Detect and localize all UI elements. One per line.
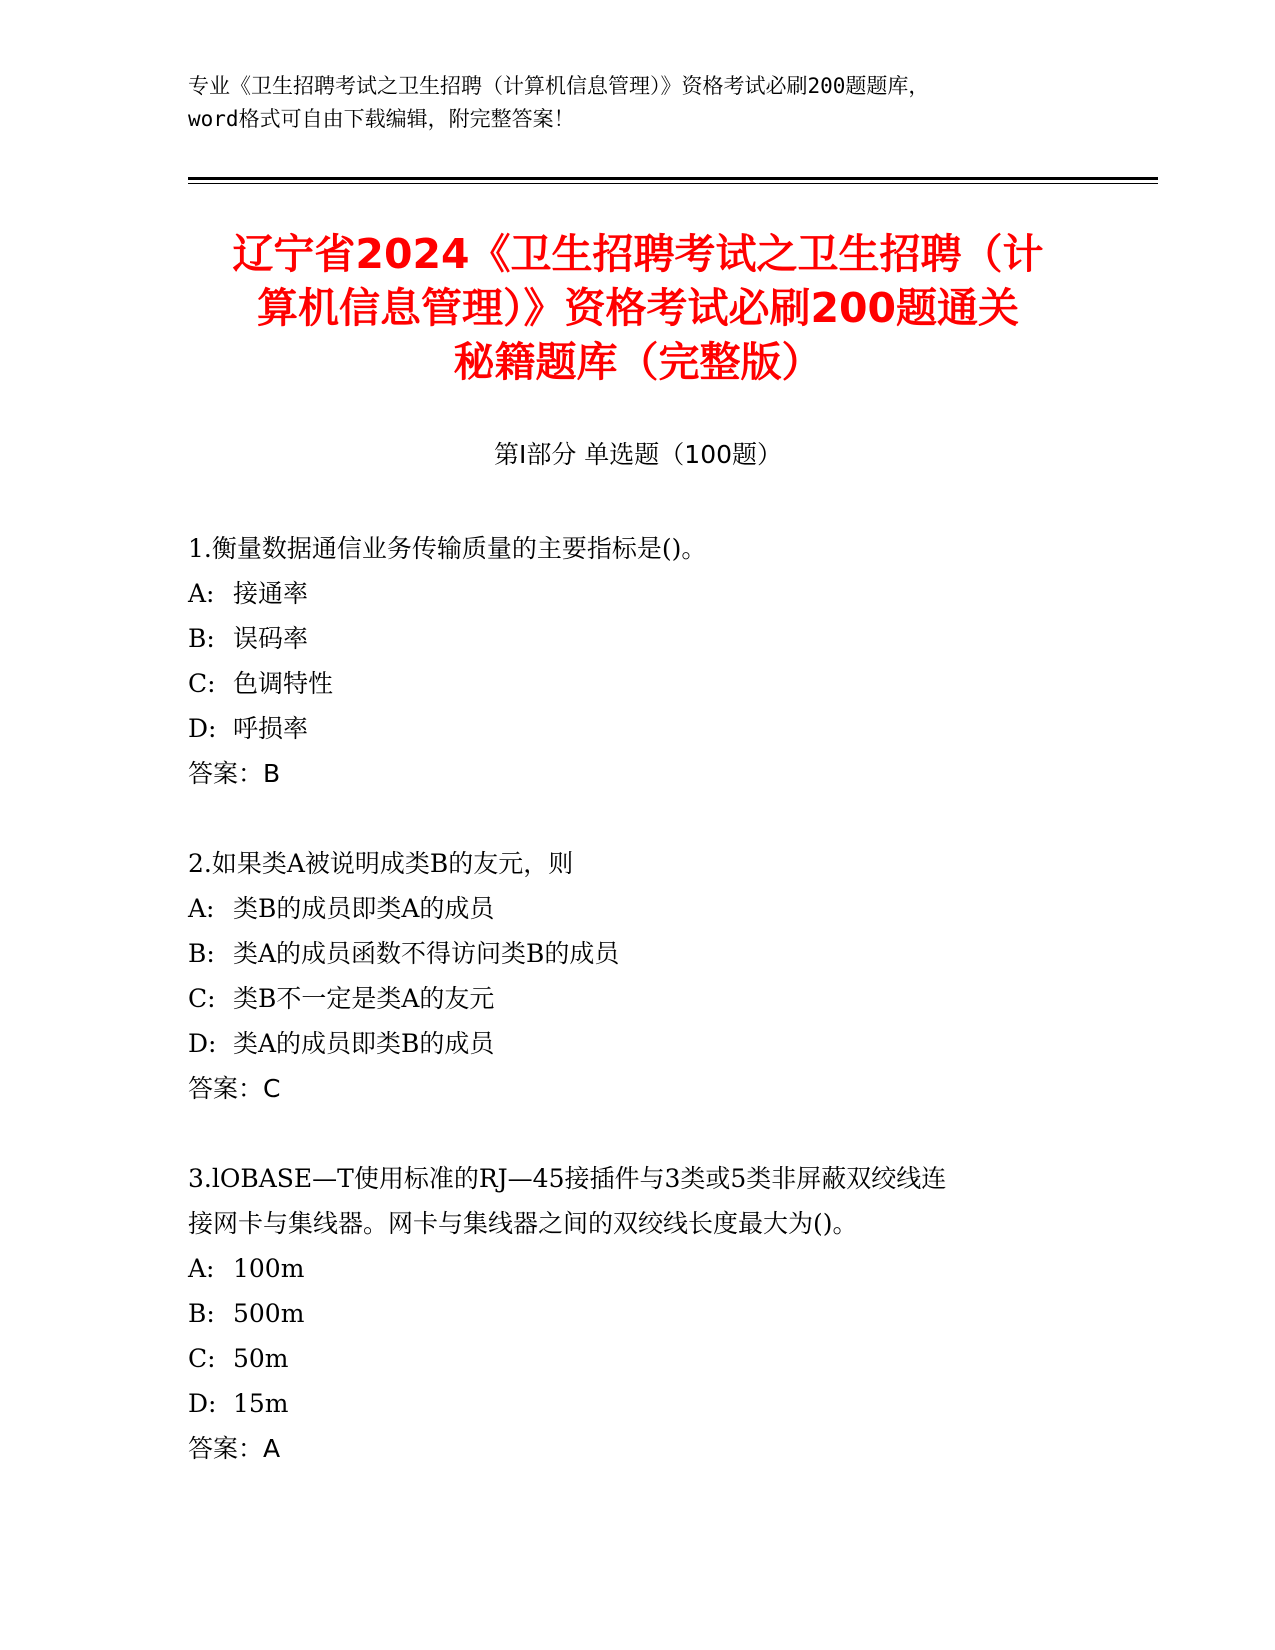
header-divider-thick	[188, 177, 1158, 180]
option-b	[188, 616, 1088, 661]
header-note	[188, 70, 1088, 136]
option-text: 误码率	[233, 624, 309, 653]
option-text: 50m	[233, 1344, 289, 1373]
option-d	[188, 706, 1088, 751]
option-text: 色调特性	[233, 669, 334, 698]
option-text: 类A的成员函数不得访问类B的成员	[233, 939, 620, 968]
answer: 答案：B	[188, 759, 281, 788]
option-a	[188, 886, 1088, 931]
header-note-line-2: word格式可自由下载编辑，附完整答案！	[188, 107, 575, 131]
question-stem: 2.如果类A被说明成类B的友元，则	[188, 849, 574, 878]
section-title: 第Ⅰ部分 单选题（100题）	[493, 440, 783, 469]
question-stem-continued: 接网卡与集线器。网卡与集线器之间的双绞线长度最大为()。	[188, 1209, 858, 1238]
answer: 答案：A	[188, 1434, 281, 1463]
option-text: 接通率	[233, 579, 309, 608]
option-letter: A:	[188, 1254, 215, 1283]
question-3	[188, 1156, 1088, 1471]
option-letter: D:	[188, 714, 217, 743]
option-d	[188, 1381, 1088, 1426]
option-c	[188, 661, 1088, 706]
option-text: 100m	[233, 1254, 305, 1283]
header-note-line-1: 专业《卫生招聘考试之卫生招聘（计算机信息管理）》资格考试必刷200题题库，	[188, 74, 930, 98]
option-c	[188, 1336, 1088, 1381]
option-text: 呼损率	[233, 714, 309, 743]
answer: 答案：C	[188, 1074, 281, 1103]
document-title	[188, 227, 1088, 389]
option-b	[188, 931, 1088, 976]
option-text: 500m	[233, 1299, 305, 1328]
question-1	[188, 526, 1088, 796]
option-d	[188, 1021, 1088, 1066]
option-letter: C:	[188, 669, 216, 698]
document-title-line-2: 算机信息管理）》资格考试必刷200题通关	[256, 284, 1020, 332]
option-a	[188, 1246, 1088, 1291]
option-text: 类B不一定是类A的友元	[233, 984, 495, 1013]
option-letter: B:	[188, 624, 215, 653]
option-a	[188, 571, 1088, 616]
header-divider-thin	[188, 183, 1158, 184]
document-title-line-1: 辽宁省2024《卫生招聘考试之卫生招聘（计	[232, 230, 1044, 278]
option-b	[188, 1291, 1088, 1336]
option-letter: D:	[188, 1029, 217, 1058]
question-list	[188, 526, 1088, 1516]
option-letter: B:	[188, 939, 215, 968]
option-letter: C:	[188, 1344, 216, 1373]
option-letter: C:	[188, 984, 216, 1013]
question-stem: 1.衡量数据通信业务传输质量的主要指标是()。	[188, 534, 707, 563]
document-title-line-3: 秘籍题库（完整版）	[453, 338, 823, 386]
option-letter: B:	[188, 1299, 215, 1328]
option-c	[188, 976, 1088, 1021]
option-letter: A:	[188, 579, 215, 608]
question-2	[188, 841, 1088, 1111]
option-letter: A:	[188, 894, 215, 923]
option-text: 15m	[233, 1389, 289, 1418]
option-text: 类B的成员即类A的成员	[233, 894, 495, 923]
option-letter: D:	[188, 1389, 217, 1418]
question-stem: 3.lOBASE—T使用标准的RJ—45接插件与3类或5类非屏蔽双绞线连	[188, 1164, 947, 1193]
option-text: 类A的成员即类B的成员	[233, 1029, 495, 1058]
